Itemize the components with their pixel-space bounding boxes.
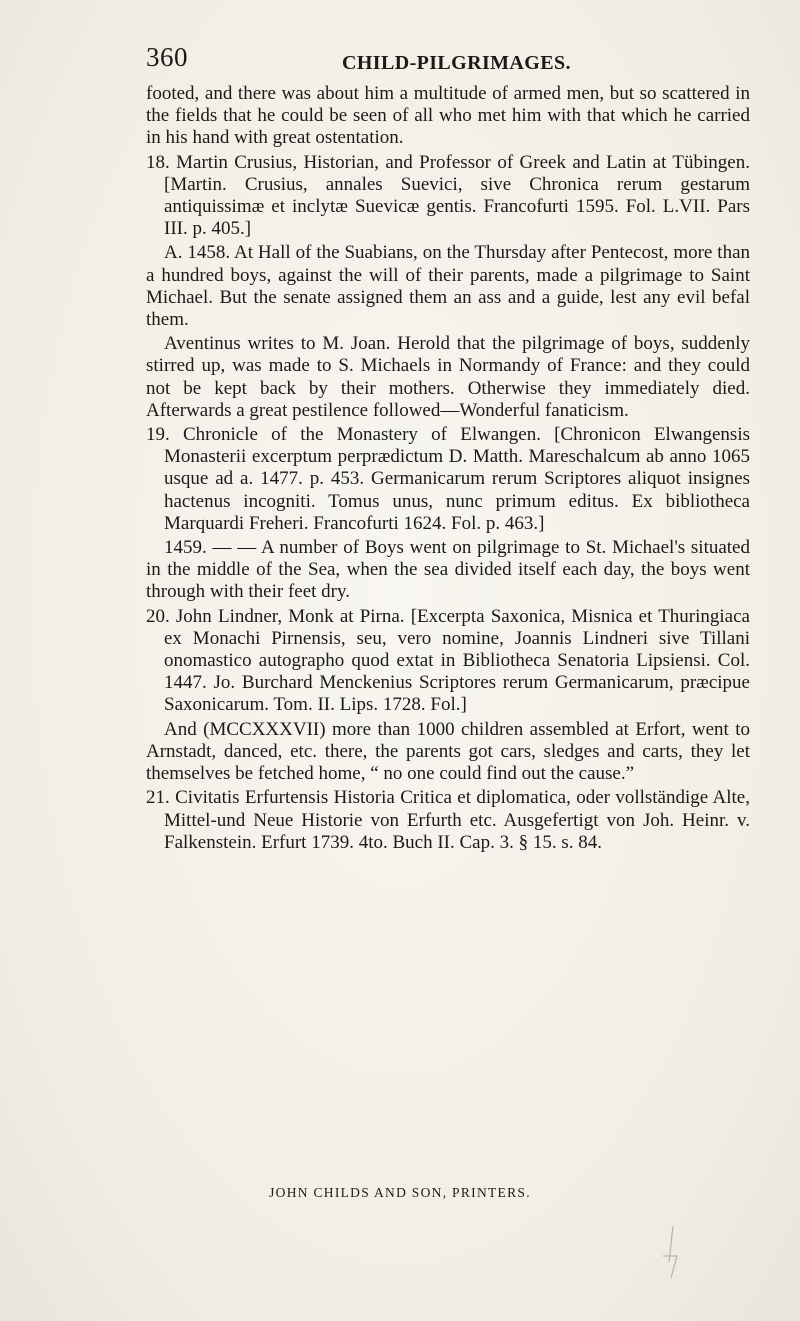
entry-21-erfurt: 21. Civitatis Erfurtensis Historia Critica et diplomatica, oder vollständige Alte, Mittel-und Neue Historie von Erfurth etc. Ausgefertigt von Joh. Heinr. v. Falkenstein. Erfurt 1739. 4to. Buch II. Cap. 3. § 15. s. 84.: [146, 787, 750, 853]
entry-18-crusius: 18. Martin Crusius, Historian, and Professor of Greek and Latin at Tübingen. [Martin. Crusius, annales Suevici, sive Chronica rerum gestarum antiquissimæ et inclytæ Suevicæ gentis. Francofurti 1595. Fol. L.VII. Pars III. p. 405.]: [146, 151, 750, 240]
paragraph-continuation: footed, and there was about him a multitude of armed men, but so scattered in the fields that he could be seen of all who met him with that which he carried in his hand with great ostentation.: [146, 83, 750, 149]
body-text: [146, 83, 750, 856]
running-title: CHILD-PILGRIMAGES.: [342, 52, 571, 74]
printer-imprint: JOHN CHILDS AND SON, PRINTERS.: [269, 1185, 531, 1200]
paragraph-erfort: And (MCCXXXVII) more than 1000 children assembled at Erfort, went to Arnstadt, danced, etc. there, the parents got cars, sledges and carts, they let themselves be fetched home, “ no one could find out the cause.”: [146, 718, 750, 785]
entry-19-elwangen: 19. Chronicle of the Monastery of Elwangen. [Chronicon Elwangensis Monasterii excerptum perprædictum D. Matth. Mareschalcum ab anno 1065 usque ad a. 1477. p. 453. Germanicarum rerum Scriptores aliquot insignes hactenus incogniti. Tomus unus, nunc primum editus. Ex bibliotheca Marquardi Freheri. Francofurti 1624. Fol. p. 463.]: [146, 424, 750, 534]
running-head: [146, 42, 746, 82]
paragraph-aventinus: Aventinus writes to M. Joan. Herold that the pilgrimage of boys, suddenly stirred up, was made to S. Michaels in Normandy of France: and they could not be kept back by their mothers. Otherwise they immediately died. Afterwards a great pestilence followed—Wonderful fanaticism.: [146, 333, 750, 421]
entry-20-lindner: 20. John Lindner, Monk at Pirna. [Excerpta Saxonica, Misnica et Thuringiaca ex Monachi Pirnensis, seu, vero nomine, Joannis Lindneri sive Tillani onomastico autographo quod extat in Bibliotheca Senatoria Lipsiensi. Col. 1447. Jo. Burchard Menckenius Scriptores rerum Germanicarum, præcipue Saxonicarum. Tom. II. Lips. 1728. Fol.]: [146, 605, 750, 716]
pencil-mark: [655, 1222, 685, 1282]
paragraph-1459: 1459. — — A number of Boys went on pilgrimage to St. Michael's situated in the middle of the Sea, when the sea divided itself each day, the boys went through with their feet dry.: [146, 537, 750, 603]
paragraph-1458-hall: A. 1458. At Hall of the Suabians, on the Thursday after Pentecost, more than a hundred boys, against the will of their parents, made a pilgrimage to Saint Michael. But the senate assigned them an ass and a guide, lest any evil befal them.: [146, 242, 750, 331]
page-number: 360: [146, 42, 188, 72]
